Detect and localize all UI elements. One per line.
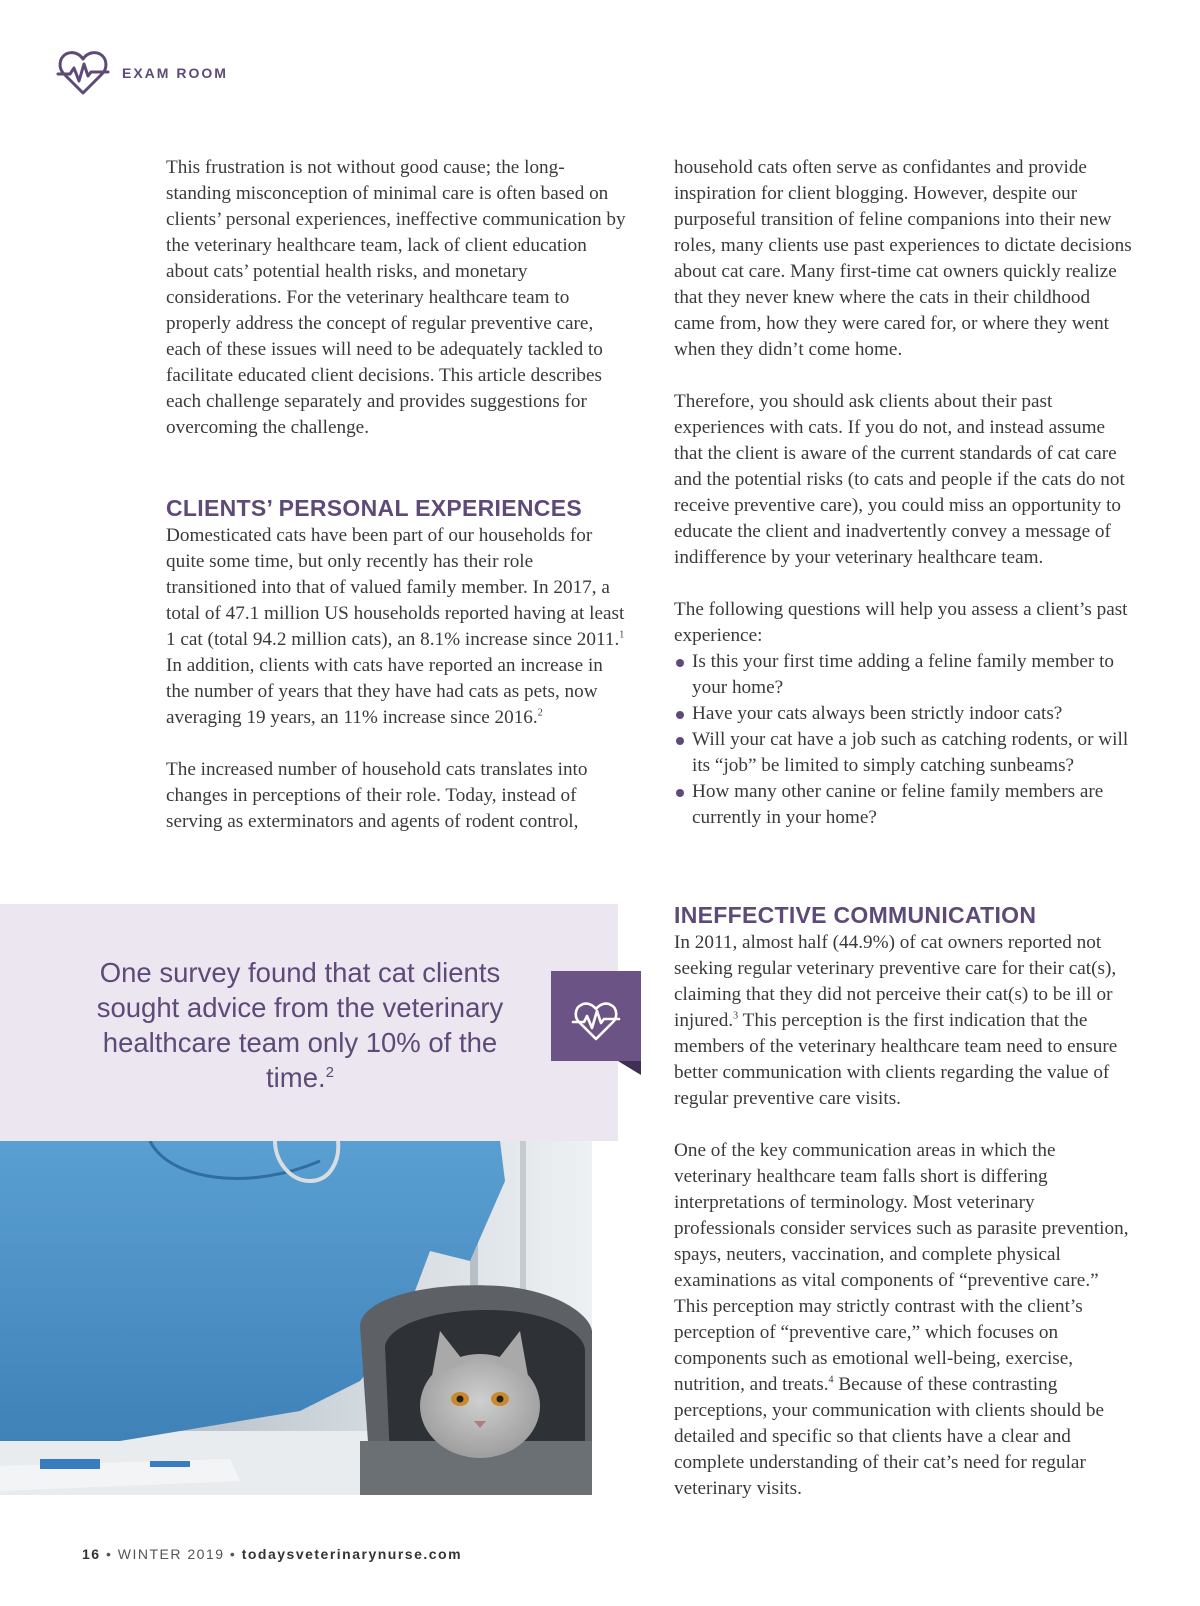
right-column-lower (674, 900, 1134, 1502)
website-link[interactable]: todaysveterinarynurse.com (241, 1546, 463, 1562)
pull-quote: One survey found that cat clients sought advice from the veterinary healthcare team only 10% of the time.$^2$ (96, 957, 504, 1093)
heart-pulse-icon (56, 48, 110, 98)
tab-fold (618, 1061, 641, 1075)
questions-list (674, 649, 1134, 831)
issue-label: WINTER 2019 (117, 1546, 225, 1562)
footnote-ref: 2 (537, 707, 543, 719)
left-column (166, 155, 626, 835)
footnote-ref: 3 (733, 1010, 739, 1022)
right-column (674, 155, 1134, 831)
section-label: EXAM ROOM (122, 65, 228, 81)
footnote-ref: 2 (325, 1063, 334, 1081)
survey-paragraph: In 2011, almost half (44.9%) of cat owners reported not seeking regular veterinary preventive care for their cat(s), claiming that they did not perceive their cat(s) to be ill or injured.$^3$ This perception is the first indication that the members of the veterinary healthcare team need to ensure better communication with clients regarding the value of regular preventive care visits. (674, 932, 1118, 1109)
questions-intro: The following questions will help you assess a client’s past experience: (674, 599, 1128, 646)
pull-quote-tab (551, 971, 641, 1061)
footnote-ref: 1 (619, 629, 625, 641)
list-item: Is this your first time adding a feline family member to your home? (674, 649, 1134, 701)
photo-vet-with-cat (0, 1141, 592, 1495)
page-footer (82, 1546, 462, 1562)
footer-separator: • (105, 1546, 113, 1562)
list-item: Will your cat have a job such as catching rodents, or will its “job” be limited to simply catching sunbeams? (674, 727, 1134, 779)
page-number: 16 (82, 1546, 101, 1562)
role-change-paragraph: The increased number of household cats translates into changes in perceptions of their role. Today, instead of serving as exterminators and agents of rodent control, (166, 759, 588, 832)
intro-paragraph: This frustration is not without good cause; the long-standing misconception of minimal care is often based on clients’ personal experiences, ineffective communication by the veterinary healthcare team, lack of client education about cats’ potential health risks, and monetary considerations. For the veterinary healthcare team to properly address the concept of regular preventive care, each of these issues will need to be adequately tackled to facilitate educated client decisions. This article describes each challenge separately and provides suggestions for overcoming the challenge. (166, 157, 626, 438)
heart-pulse-icon (551, 971, 641, 1061)
footnote-ref: 4 (828, 1374, 834, 1386)
footer-separator: • (229, 1546, 237, 1562)
confidantes-paragraph: household cats often serve as confidantes and provide inspiration for client blogging. However, despite our purposeful transition of feline companions into their new roles, many clients use past experiences to dictate decisions about cat care. Many first-time cat owners quickly realize that they never knew where the cats in their childhood came from, how they were cared for, or where they went when they didn’t come home. (674, 157, 1132, 360)
personal-experiences-paragraph: Domesticated cats have been part of our households for quite some time, but only recently has their role transitioned into that of valued family member. In 2017, a total of 47.1 million US households reported having at least 1 cat (total 94.2 million cats), an 8.1% increase since 2011.$^1$ In addition, clients with cats have reported an increase in the number of years that they have had cats as pets, now averaging 19 years, an 11% increase since 2016.$^2$ (166, 525, 625, 728)
section-heading-ineffective-communication: INEFFECTIVE COMMUNICATION (674, 902, 1037, 928)
vet-cat-illustration (0, 1141, 592, 1495)
list-item: How many other canine or feline family members are currently in your home? (674, 779, 1134, 831)
section-heading-personal-experiences: CLIENTS’ PERSONAL EXPERIENCES (166, 495, 582, 521)
list-item: Have your cats always been strictly indoor cats? (674, 701, 1134, 727)
page-header (56, 48, 228, 98)
ask-clients-paragraph: Therefore, you should ask clients about their past experiences with cats. If you do not, and instead assume that the client is aware of the current standards of cat care and the potential risks (to cats and people if the cats do not receive preventive care), you could miss an opportunity to educate the client and inadvertently convey a message of indifference by your veterinary healthcare team. (674, 391, 1125, 568)
terminology-paragraph: One of the key communication areas in which the veterinary healthcare team falls short is differing interpretations of terminology. Most veterinary professionals consider services such as parasite prevention, spays, neuters, vaccination, and complete physical examinations as vital components of “preventive care.” This perception may strictly contrast with the client’s perception of “preventive care,” which focuses on components such as emotional well-being, exercise, nutrition, and treats.$^4$ Because of these contrasting perceptions, your communication with clients should be detailed and specific so that clients have a clear and complete understanding of their cat’s need for regular veterinary visits. (674, 1140, 1129, 1499)
